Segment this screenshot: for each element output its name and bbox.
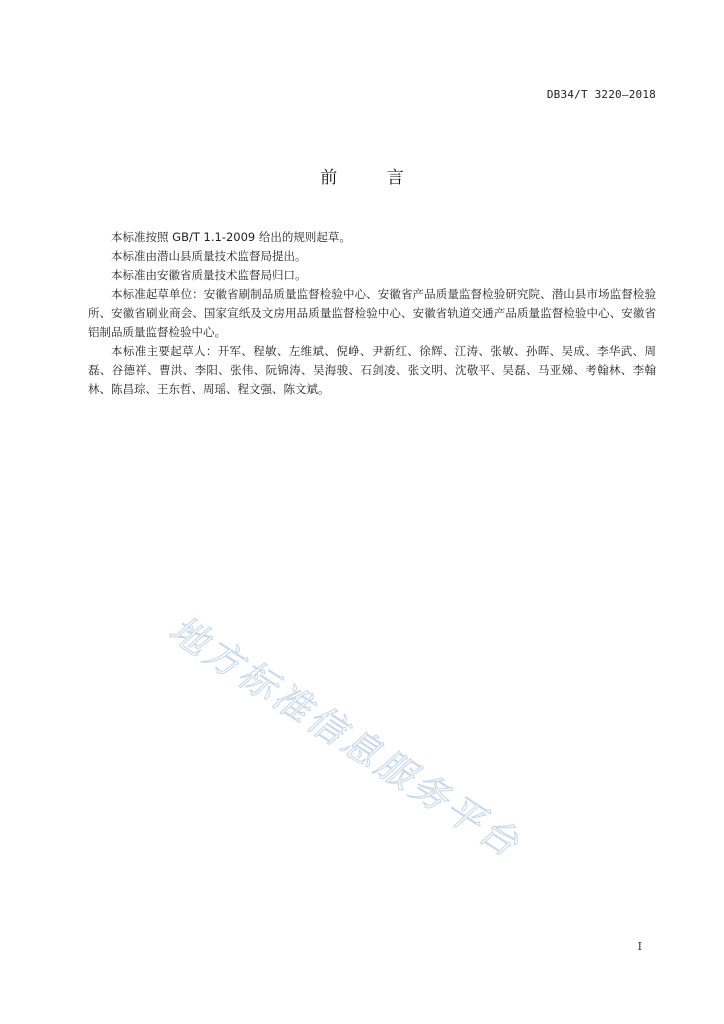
paragraph-proposer: 本标准由潜山县质量技术监督局提出。 <box>111 249 307 263</box>
page-title: 前 言 <box>320 168 426 188</box>
watermark: 地方标准信息服务平台 <box>161 607 529 867</box>
paragraph-drafting-units: 本标准起草单位：安徽省刷制品质量监督检验中心、安徽省产品质量监督检验研究院、潜山县市场监督检验所、安徽省刷业商会、国家宣纸及文房用品质量监督检验中心、安徽省轨道交通产品质量监督检验中心、安徽省铝制品质量监督检验中心。 <box>88 287 656 339</box>
paragraph-administrator: 本标准由安徽省质量技术监督局归口。 <box>111 268 307 282</box>
preface-body <box>88 228 656 399</box>
paragraph-drafting-rules: 本标准按照 GB/T 1.1-2009 给出的规则起草。 <box>111 230 351 244</box>
paragraph-drafters: 本标准主要起草人：开军、程敏、左维斌、倪峥、尹新红、徐辉、江涛、张敏、孙晖、吴成、李华武、周磊、谷德祥、曹洪、李阳、张伟、阮锦涛、吴海骏、石剑凌、张文明、沈敬平、吴磊、马亚娣、考翰林、李翰林、陈昌琮、王东哲、周瑶、程文强、陈文斌。 <box>88 344 656 396</box>
standard-code: DB34/T 3220—2018 <box>546 88 656 101</box>
page-number: I <box>637 940 642 953</box>
